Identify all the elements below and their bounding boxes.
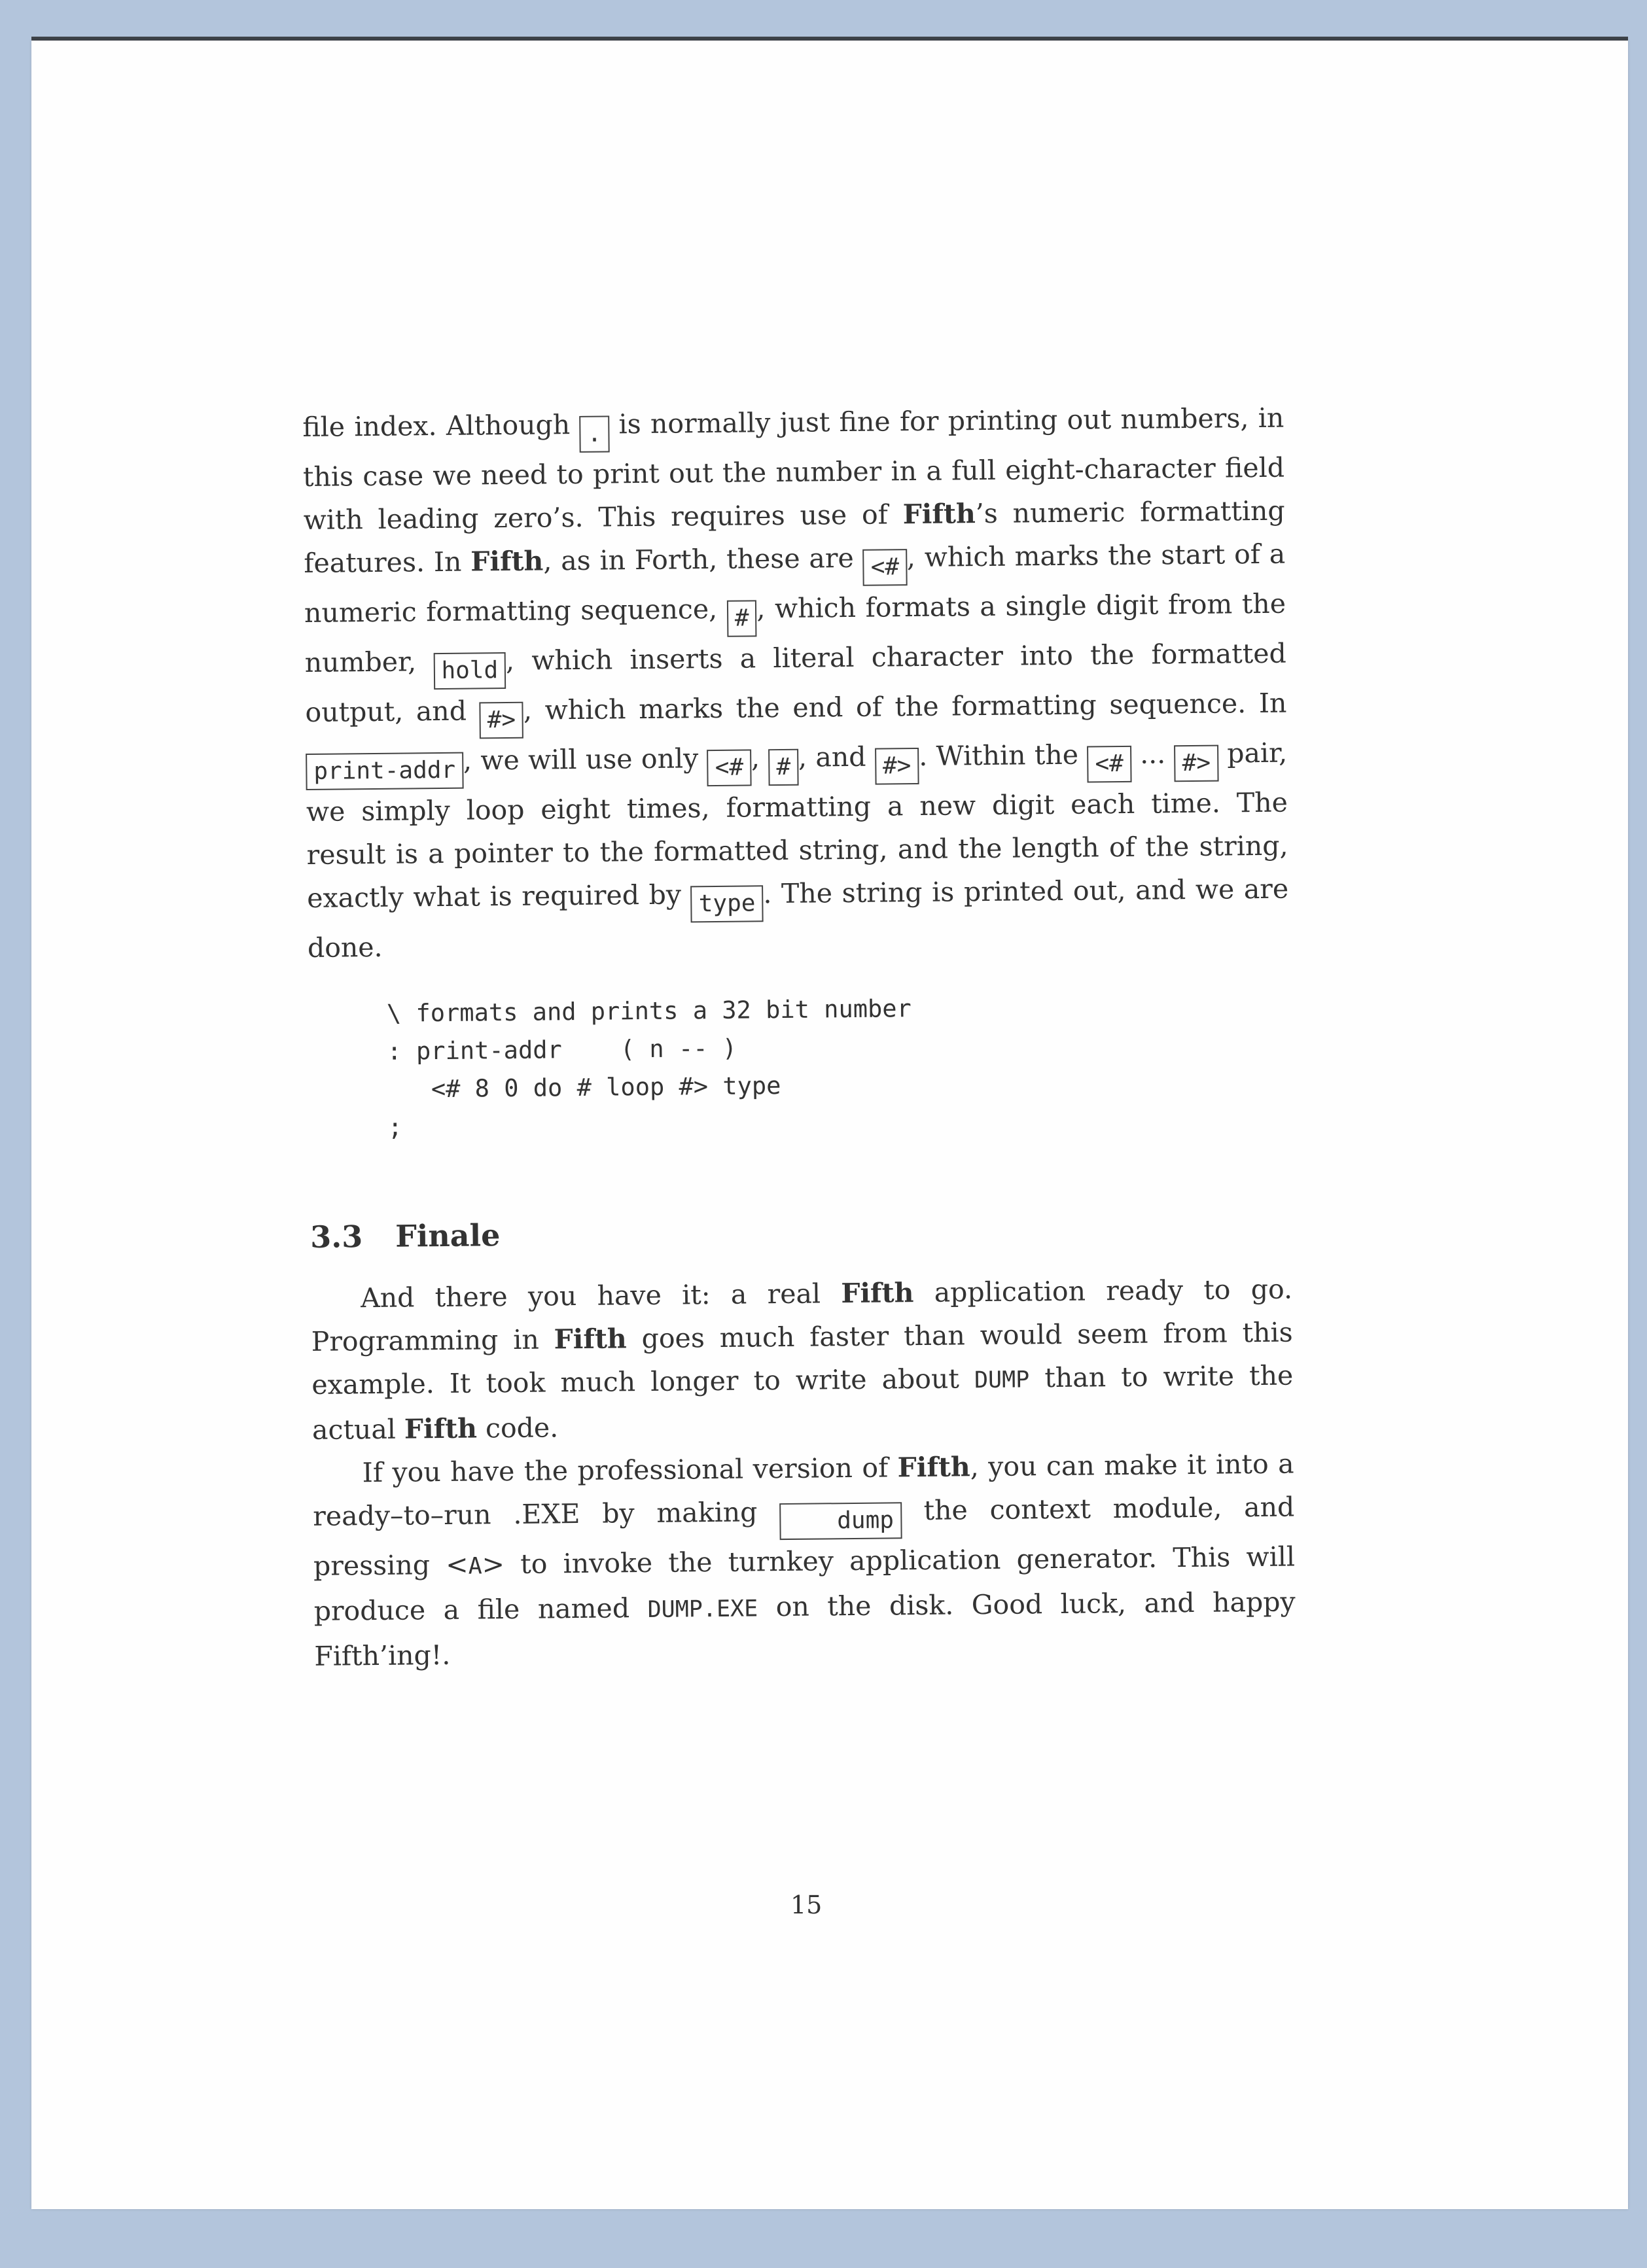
text-run: . The string is printed out, and we are done. <box>307 873 1289 964</box>
keyword-type-box: type <box>691 885 764 922</box>
bold-fifth: Fifth <box>470 545 544 578</box>
code-line: : print-addr ( n -- ) <box>387 1034 737 1066</box>
text-run: goes much faster than would seem from this example. It took much longer to write about <box>311 1316 1293 1401</box>
keyword-hash-box: # <box>768 749 798 786</box>
keyword-hold-box: hold <box>433 652 506 689</box>
bold-fifth: Fifth <box>841 1277 914 1310</box>
text-run: , as in Forth, these are <box>543 542 863 577</box>
keyword-dot-box: . <box>579 415 609 452</box>
keyword-dump-box: dump <box>779 1502 902 1540</box>
text-run: pair, we simply loop eight times, formatting a new digit each time. The result is a pointer to the formatted string, and the length of the string, exactly what is required by <box>306 737 1288 914</box>
text-run: than to write the actual <box>311 1359 1294 1446</box>
paragraph-finale <box>311 1268 1294 1452</box>
code-block <box>387 986 1291 1147</box>
keyword-start-box: <# <box>862 549 907 586</box>
text-run: code. <box>476 1412 559 1444</box>
keyword-hash-box: # <box>727 600 757 637</box>
text-run: , which marks the start of a numeric formatting sequence, <box>304 538 1286 629</box>
text-run: , you can make it into a ready–to–run .EXE by making <box>313 1448 1294 1532</box>
text-run: ... <box>1131 738 1175 770</box>
text-run: is normally just fine for printing out numbers, in this case we need to print out the number in a full eight-character field with leading zero’s. This requires use of <box>302 402 1285 536</box>
bold-fifth: Fifth <box>404 1412 478 1445</box>
bold-fifth: Fifth <box>902 498 976 531</box>
text-run: , which inserts a literal character into the formatted output, and <box>305 637 1286 728</box>
section-heading <box>310 1210 1292 1255</box>
page-content <box>302 396 1296 1678</box>
code-line: \ formats and prints a 32 bit number <box>386 994 912 1028</box>
bold-fifth: Fifth <box>897 1451 970 1484</box>
section-number: 3.3 <box>310 1219 363 1255</box>
mono-dump-exe: DUMP.EXE <box>647 1596 758 1624</box>
text-run: , <box>751 742 769 774</box>
page-number: 15 <box>790 1891 823 1919</box>
paragraph-formatting <box>302 396 1289 969</box>
text-run: , and <box>798 741 876 773</box>
keyword-start-box: <# <box>707 749 751 786</box>
keyword-start-box: <# <box>1087 746 1131 783</box>
text-run: , which marks the end of the formatting sequence. In <box>523 687 1287 726</box>
mono-dump: DUMP <box>974 1367 1030 1394</box>
keyword-end-box: #> <box>1174 745 1218 782</box>
keyword-print-addr-box: print-addr <box>306 752 463 790</box>
text-run: > to invoke the turnkey application generator. This will produce a file named <box>313 1541 1296 1627</box>
section-title: Finale <box>395 1217 501 1254</box>
mono-key-a: A <box>468 1553 482 1580</box>
code-line: <# 8 0 do # loop #> type <box>387 1072 781 1104</box>
text-run: application ready to go. Programming in <box>311 1273 1293 1357</box>
bold-fifth: Fifth <box>554 1323 627 1355</box>
text-run: file index. Although <box>302 408 580 443</box>
text-run: ’s numeric formatting features. In <box>304 495 1285 579</box>
paragraph-professional <box>312 1442 1296 1678</box>
code-line: ; <box>387 1113 403 1142</box>
text-run: . Within the <box>918 739 1088 772</box>
text-run: If you have the professional version of <box>362 1452 898 1489</box>
text-run: , which formats a single digit from the number, <box>304 587 1286 678</box>
text-run: And there you have it: a real <box>360 1278 841 1314</box>
keyword-end-box: #> <box>479 702 523 739</box>
text-run: on the disk. Good luck, and happy Fifth’ing!. <box>314 1586 1296 1672</box>
keyword-end-box: #> <box>875 748 919 785</box>
text-run: the context module, and pressing < <box>313 1491 1295 1582</box>
text-run: , we will use only <box>463 742 707 776</box>
